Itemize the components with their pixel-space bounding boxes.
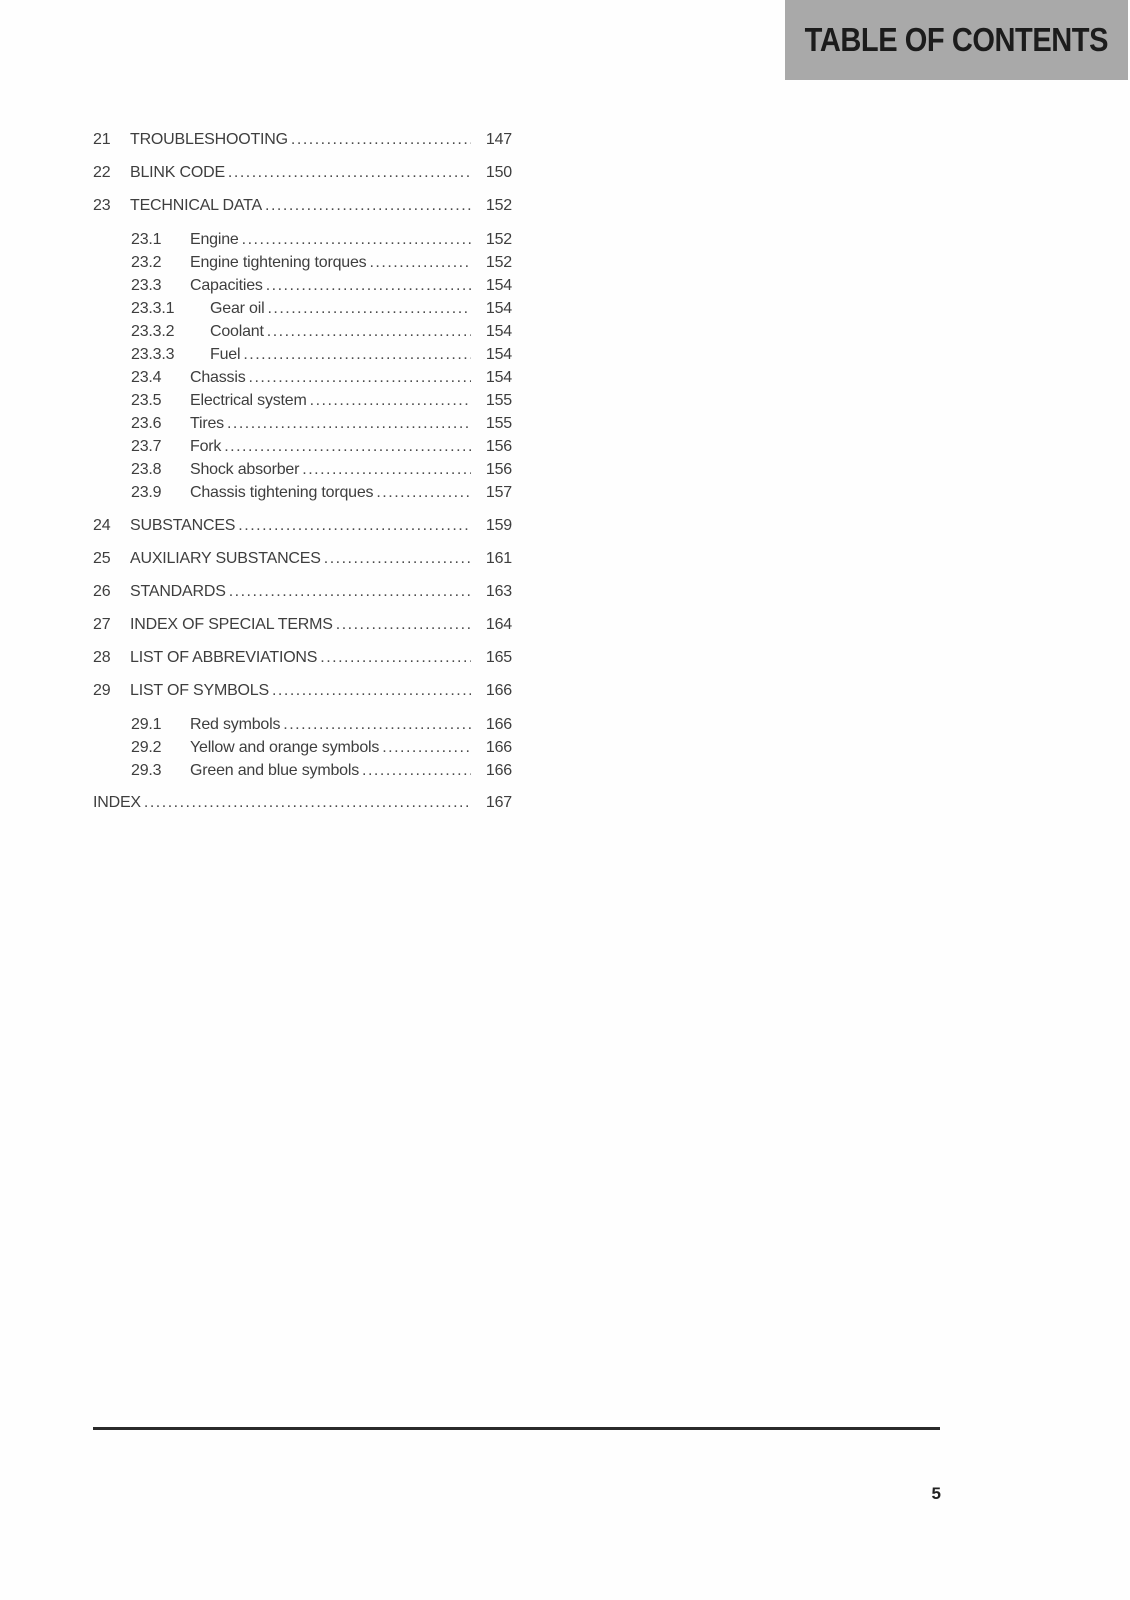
toc-entry-number: 29.2 — [131, 739, 162, 756]
toc-entry-page: 154 — [485, 369, 512, 386]
toc-entry[interactable] — [93, 613, 512, 636]
toc-entry-title: Fuel — [210, 346, 241, 363]
toc-entry-page: 163 — [485, 583, 512, 600]
toc-entry-page: 166 — [485, 716, 512, 733]
toc-entry[interactable] — [93, 274, 512, 297]
toc-entry[interactable] — [93, 679, 512, 702]
toc-entry-number: 23.6 — [131, 415, 162, 432]
toc-entry-title: Gear oil — [210, 300, 265, 317]
dotted-leader — [221, 435, 471, 458]
dotted-leader — [264, 297, 471, 320]
dotted-leader — [366, 251, 471, 274]
toc-entry-title: BLINK CODE — [130, 164, 225, 181]
toc-entry-title: TECHNICAL DATA — [130, 197, 263, 214]
toc-entry-page: 154 — [485, 277, 512, 294]
toc-entry-number: 29 — [93, 682, 111, 699]
dotted-leader — [373, 481, 471, 504]
toc-entry-number: 29.1 — [131, 716, 162, 733]
toc-entry-number: 23 — [93, 197, 111, 214]
toc-entry-page: 155 — [485, 392, 512, 409]
dotted-leader — [288, 128, 471, 151]
toc-entry-page: 154 — [485, 346, 512, 363]
dotted-leader — [141, 791, 471, 814]
toc-entry-title: LIST OF SYMBOLS — [130, 682, 269, 699]
toc-entry-number: 23.7 — [131, 438, 162, 455]
toc-entry-number: 23.5 — [131, 392, 162, 409]
toc-entry-page: 159 — [485, 517, 512, 534]
toc-entry-page: 154 — [485, 300, 512, 317]
dotted-leader — [299, 458, 471, 481]
toc-entry[interactable] — [93, 343, 512, 366]
toc-entry-page: 167 — [485, 794, 512, 811]
toc-entry-page: 154 — [485, 323, 512, 340]
dotted-leader — [379, 736, 471, 759]
toc-entry-page: 150 — [485, 164, 512, 181]
dotted-leader — [269, 679, 471, 702]
dotted-leader — [280, 713, 471, 736]
toc-entry[interactable] — [93, 791, 512, 814]
toc-entry[interactable] — [93, 759, 512, 782]
toc-entry-title: AUXILIARY SUBSTANCES — [130, 550, 321, 567]
toc-entry-page: 147 — [485, 131, 512, 148]
toc-entry[interactable] — [93, 251, 512, 274]
toc-entry[interactable] — [93, 580, 512, 603]
toc-entry-number: 21 — [93, 131, 111, 148]
toc-entry[interactable] — [93, 161, 512, 184]
dotted-leader — [307, 389, 471, 412]
toc-entry[interactable] — [93, 320, 512, 343]
toc-entry-title: Chassis — [190, 369, 246, 386]
toc-entry-title: Coolant — [210, 323, 264, 340]
toc-entry-number: 23.2 — [131, 254, 162, 271]
toc-entry-page: 166 — [485, 739, 512, 756]
dotted-leader — [226, 580, 471, 603]
toc-entry-page: 156 — [485, 438, 512, 455]
toc-list — [93, 128, 512, 814]
toc-entry-title: Chassis tightening torques — [190, 484, 374, 501]
toc-entry-title: Red symbols — [190, 716, 281, 733]
toc-entry[interactable] — [93, 366, 512, 389]
toc-entry-page: 152 — [485, 231, 512, 248]
toc-entry[interactable] — [93, 646, 512, 669]
toc-entry-title: STANDARDS — [130, 583, 226, 600]
toc-entry[interactable] — [93, 389, 512, 412]
toc-entry-title: Engine tightening torques — [190, 254, 367, 271]
toc-entry[interactable] — [93, 736, 512, 759]
dotted-leader — [246, 366, 471, 389]
header-bar — [785, 0, 1128, 80]
toc-entry-title: Electrical system — [190, 392, 307, 409]
toc-entry-page: 152 — [485, 197, 512, 214]
toc-entry[interactable] — [93, 228, 512, 251]
dotted-leader — [317, 646, 471, 669]
page-title: TABLE OF CONTENTS — [804, 21, 1109, 58]
toc-entry[interactable] — [93, 547, 512, 570]
toc-entry-page: 155 — [485, 415, 512, 432]
toc-entry-number: 23.8 — [131, 461, 162, 478]
toc-entry[interactable] — [93, 481, 512, 504]
toc-entry-page: 164 — [485, 616, 512, 633]
toc-entry-number: 23.3.1 — [131, 300, 175, 317]
toc-entry[interactable] — [93, 297, 512, 320]
toc-entry[interactable] — [93, 458, 512, 481]
toc-entry-page: 156 — [485, 461, 512, 478]
toc-entry-number: 25 — [93, 550, 111, 567]
toc-entry-page: 157 — [485, 484, 512, 501]
toc-entry-title: TROUBLESHOOTING — [130, 131, 288, 148]
toc-entry-number: 23.4 — [131, 369, 162, 386]
toc-entry-title: INDEX OF SPECIAL TERMS — [130, 616, 333, 633]
toc-entry-number: 23.3.2 — [131, 323, 175, 340]
toc-entry-number: 29.3 — [131, 762, 162, 779]
toc-entry-number: 22 — [93, 164, 111, 181]
footer-page-number: 5 — [931, 1484, 941, 1503]
toc-entry[interactable] — [93, 128, 512, 151]
toc-entry-page: 165 — [485, 649, 512, 666]
toc-entry[interactable] — [93, 412, 512, 435]
toc-entry[interactable] — [93, 194, 512, 217]
toc-entry-number: 24 — [93, 517, 111, 534]
dotted-leader — [263, 274, 471, 297]
toc-entry-number: 26 — [93, 583, 111, 600]
dotted-leader — [262, 194, 471, 217]
dotted-leader — [359, 759, 471, 782]
toc-entry-title: Green and blue symbols — [190, 762, 360, 779]
dotted-leader — [225, 161, 471, 184]
toc-entry-page: 166 — [485, 682, 512, 699]
dotted-leader — [321, 547, 471, 570]
toc-entry-number: 23.9 — [131, 484, 162, 501]
toc-entry[interactable] — [93, 435, 512, 458]
toc-entry-title: Shock absorber — [190, 461, 300, 478]
toc-entry-number: 23.3.3 — [131, 346, 175, 363]
dotted-leader — [240, 343, 471, 366]
dotted-leader — [264, 320, 471, 343]
toc-entry-title: Tires — [190, 415, 224, 432]
toc-entry-page: 152 — [485, 254, 512, 271]
dotted-leader — [235, 514, 471, 537]
toc-entry-title: INDEX — [93, 794, 141, 811]
toc-entry-page: 166 — [485, 762, 512, 779]
toc-entry-number: 27 — [93, 616, 111, 633]
dotted-leader — [239, 228, 471, 251]
dotted-leader — [333, 613, 471, 636]
toc-entry-title: Capacities — [190, 277, 263, 294]
dotted-leader — [224, 412, 471, 435]
toc-entry-title: Fork — [190, 438, 222, 455]
toc-entry-title: Engine — [190, 231, 239, 248]
toc-entry-number: 23.3 — [131, 277, 162, 294]
toc-entry[interactable] — [93, 713, 512, 736]
toc-entry-title: LIST OF ABBREVIATIONS — [130, 649, 318, 666]
toc-entry-number: 23.1 — [131, 231, 162, 248]
toc-entry[interactable] — [93, 514, 512, 537]
toc-entry-number: 28 — [93, 649, 111, 666]
toc-entry-title: Yellow and orange symbols — [190, 739, 380, 756]
toc-entry-title: SUBSTANCES — [130, 517, 236, 534]
toc-entry-page: 161 — [485, 550, 512, 567]
footer-divider — [93, 1427, 940, 1430]
